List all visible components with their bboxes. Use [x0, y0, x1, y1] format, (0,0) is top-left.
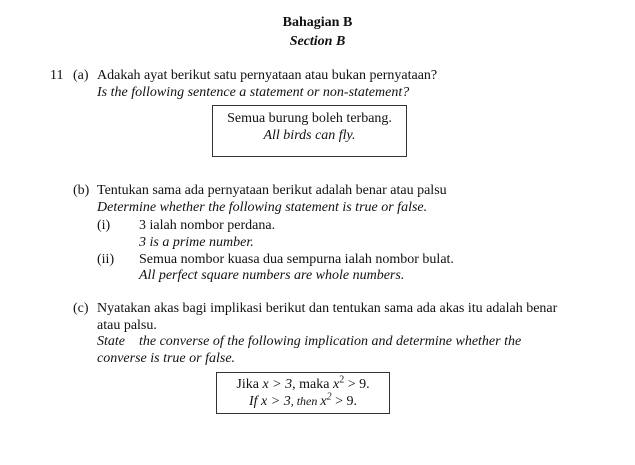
implication-ms: Jika x > 3, maka $x^2 > 9$. [236, 374, 370, 392]
item-i-label: (i) [97, 218, 111, 233]
part-c-text-ms-1: Nyatakan akas bagi implikasi berikut dan tentukan sama ada akas itu adalah benar [97, 301, 558, 316]
part-a-text-ms: Adakah ayat berikut satu pernyataan atau bukan pernyataan? [97, 68, 438, 83]
statement-ms: Semua burung boleh terbang. [227, 111, 392, 126]
part-c-text-en-1: State the converse of the following implication and determine whether the [97, 334, 522, 349]
item-ii-label: (ii) [97, 252, 115, 267]
statement-box [212, 105, 407, 157]
part-b-text-en: Determine whether the following statement is true or false. [97, 200, 428, 215]
statement-en: All birds can fly. [263, 128, 356, 143]
section-subtitle: Section B [289, 34, 346, 49]
implication-en: If x > 3, then $x^2 > 9$. [248, 391, 358, 409]
part-c-text-en-2: converse is true or false. [97, 351, 236, 366]
part-c-label: (c) [73, 301, 89, 316]
item-ii-ms: Semua nombor kuasa dua sempurna ialah nombor bulat. [139, 252, 454, 267]
implication-box [216, 372, 390, 414]
part-c-text-ms-2: atau palsu. [97, 318, 157, 333]
part-a-text-en: Is the following sentence a statement or non-statement? [97, 85, 410, 100]
part-b-label: (b) [73, 183, 90, 198]
part-a-label: (a) [73, 68, 89, 83]
item-i-ms: 3 ialah nombor perdana. [139, 218, 276, 233]
section-title: Bahagian B [282, 15, 353, 30]
item-ii-en: All perfect square numbers are whole numbers. [139, 268, 405, 283]
item-i-en: 3 is a prime number. [139, 235, 254, 250]
question-number: 11 [50, 68, 64, 83]
part-b-text-ms: Tentukan sama ada pernyataan berikut adalah benar atau palsu [97, 183, 447, 198]
